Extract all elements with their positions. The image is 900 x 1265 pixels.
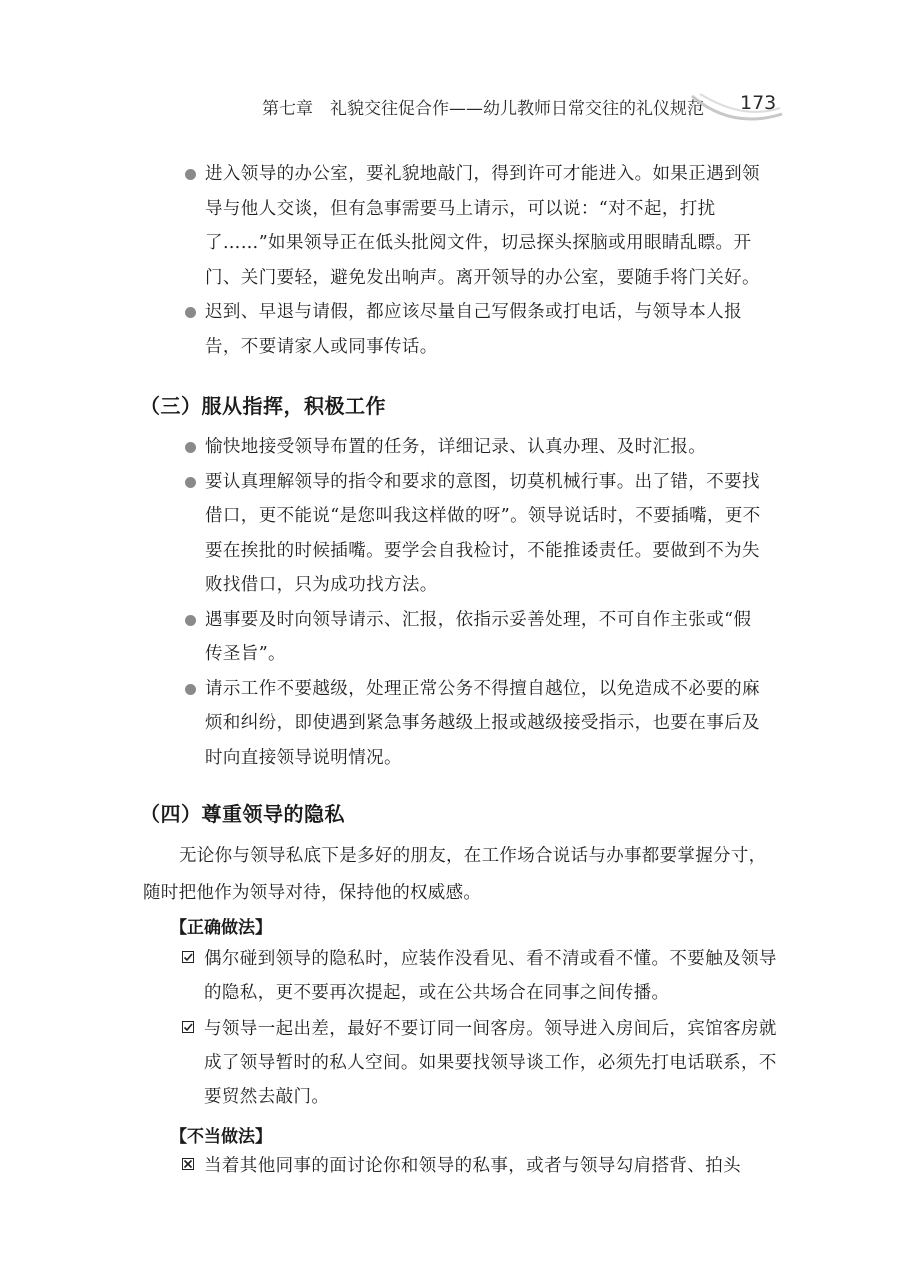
bullet-icon [185,615,196,626]
bullet-icon [185,477,196,488]
list-item [185,295,765,364]
bullet-icon [185,684,196,695]
checkbox-checked-icon [182,951,194,963]
checkbox-checked-icon [182,1021,194,1033]
list-item-text: 请示工作不要越级，处理正常公务不得擅自越位，以免造成不必要的麻烦和纠纷，即使遇到紧急事务越级上报或越级接受指示，也要在事后及时向直接领导说明情况。 [205,678,760,768]
list-item [182,942,778,1010]
list-item-text: 当着其他同事的面讨论你和领导的私事，或者与领导勾肩搭背、拍头 [204,1156,741,1176]
list-item-text: 偶尔碰到领导的隐私时，应装作没看见、看不清或看不懂。不要触及领导的隐私，更不要再次提起，或在公共场合在同事之间传播。 [204,949,777,1003]
chapter-title: 第七章 礼貌交往促合作——幼儿教师日常交往的礼仪规范 [262,99,704,119]
checkbox-crossed-icon [182,1158,194,1170]
section-heading-3: （三）服从指挥，积极工作 [140,394,386,418]
top-bullet-list [185,157,765,364]
list-item [185,465,765,603]
list-item-text: 要认真理解领导的指令和要求的意图，切莫机械行事。出了错，不要找借口，更不能说“是您叫我这样做的呀”。领导说话时，不要插嘴，更不要在挨批的时候插嘴。要学会自我检讨，不能推诿责任。要做到不为失败找借口，只为成功找方法。 [205,471,761,595]
running-header [0,90,900,130]
list-item [185,603,765,672]
body-paragraph: 无论你与领导私底下是多好的朋友，在工作场合说话与办事都要掌握分寸，随时把他作为领导对待，保持他的权威感。 [143,846,767,903]
page-number: 173 [740,92,777,114]
list-item-text: 愉快地接受领导布置的任务，详细记录、认真办理、及时汇报。 [205,437,707,457]
section-heading-4: （四）尊重领导的隐私 [140,802,345,826]
bullet-icon [185,169,196,180]
list-item-text: 进入领导的办公室，要礼貌地敲门，得到许可才能进入。如果正遇到领导与他人交谈，但有急事需要马上请示，可以说：“对不起，打扰了……”如果领导正在低头批阅文件，切忌探头探脑或用眼睛乱瞟。开门、关门要轻，避免发出响声。离开领导的办公室，要随手将门关好。 [205,164,760,288]
list-item [185,157,765,295]
bullet-icon [185,307,196,318]
list-item [182,1012,778,1114]
list-item-text: 遇事要及时向领导请示、汇报，依指示妥善处理，不可自作主张或“假传圣旨”。 [205,609,752,664]
correct-practice-list [182,942,778,1116]
correct-practice-label: 【正确做法】 [170,918,272,938]
section3-bullet-list [185,430,765,775]
wrong-practice-label: 【不当做法】 [170,1127,272,1147]
list-item [185,430,765,465]
list-item [185,672,765,776]
bullet-icon [185,442,196,453]
list-item [182,1149,778,1183]
list-item-text: 与领导一起出差，最好不要订同一间客房。领导进入房间后，宾馆客房就成了领导暂时的私人空间。如果要找领导谈工作，必须先打电话联系，不要贸然去敲门。 [204,1019,777,1107]
list-item-text: 迟到、早退与请假，都应该尽量自己写假条或打电话，与领导本人报告，不要请家人或同事传话。 [205,302,742,357]
wrong-practice-list [182,1149,778,1185]
